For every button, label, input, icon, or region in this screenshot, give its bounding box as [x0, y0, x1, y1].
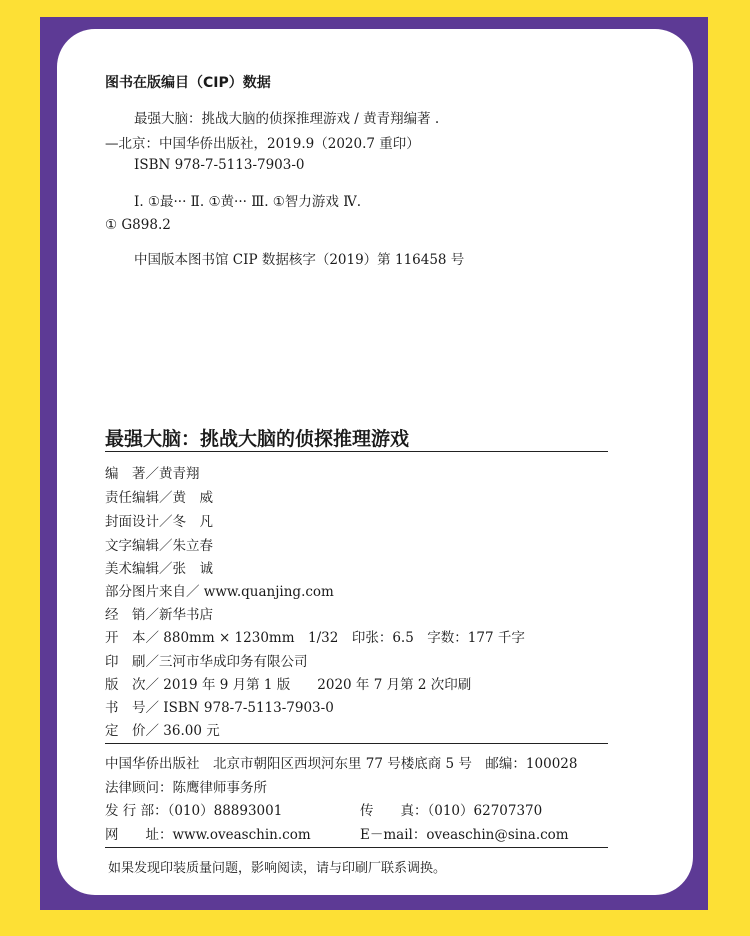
- divider-bottom: [105, 847, 608, 848]
- website-url: www.oveaschin.com: [172, 827, 311, 843]
- price-row: 定 价／ 36.00 元: [105, 723, 220, 739]
- divider-top: [105, 451, 608, 452]
- cip-isbn: ISBN 978-7-5113-7903-0: [134, 157, 305, 173]
- isbn-row: 书 号／ ISBN 978-7-5113-7903-0: [105, 700, 334, 716]
- distributor-row: 经 销／新华书店: [105, 607, 213, 623]
- website-row: [105, 823, 311, 843]
- art-editor-row: 美术编辑／张 诚: [105, 561, 213, 577]
- sales-row: [105, 799, 282, 819]
- images-row: 部分图片来自／ www.quanjing.com: [105, 584, 334, 600]
- format-row: 开 本／ 880mm × 1230mm 1/32 印张：6.5 字数：177 千字: [105, 630, 525, 646]
- author-row: 编 著／黄青翔: [105, 466, 200, 482]
- divider-middle: [105, 743, 608, 744]
- website-label: 网 址：: [105, 827, 173, 843]
- fax-phone: （010）62707370: [427, 803, 543, 819]
- legal-counsel: 法律顾问：陈鹰律师事务所: [105, 780, 267, 796]
- email-label: E－mail：: [360, 827, 427, 843]
- editor-row: 责任编辑／黄 威: [105, 490, 213, 506]
- printer-row: 印 刷／三河市华成印务有限公司: [105, 654, 308, 670]
- email-row: [360, 823, 569, 843]
- publisher-address: 中国华侨出版社 北京市朝阳区西坝河东里 77 号楼底商 5 号 邮编：100028: [105, 756, 578, 772]
- cover-row: 封面设计／冬 凡: [105, 514, 213, 530]
- cip-title-line: 最强大脑：挑战大脑的侦探推理游戏 / 黄青翔编著 .: [134, 111, 440, 127]
- fax-row: [360, 799, 542, 819]
- sales-label: 发 行 部：: [105, 803, 168, 819]
- cip-code: ① G898.2: [105, 217, 171, 233]
- cip-classes: Ⅰ. ①最··· Ⅱ. ①黄··· Ⅲ. ①智力游戏 Ⅳ.: [134, 194, 361, 210]
- fax-label: 传 真：: [360, 803, 428, 819]
- book-title: 最强大脑：挑战大脑的侦探推理游戏: [105, 428, 410, 450]
- cip-record: 中国版本图书馆 CIP 数据核字（2019）第 116458 号: [134, 252, 465, 268]
- cip-header: 图书在版编目（CIP）数据: [105, 75, 271, 91]
- email-address: oveaschin@sina.com: [426, 827, 569, 843]
- quality-notice: 如果发现印装质量问题，影响阅读，请与印刷厂联系调换。: [108, 861, 447, 876]
- text-editor-row: 文字编辑／朱立春: [105, 538, 213, 554]
- cip-publisher-line: —北京：中国华侨出版社，2019.9（2020.7 重印）: [105, 136, 420, 152]
- sales-phone: （010）88893001: [167, 803, 283, 819]
- edition-row: 版 次／ 2019 年 9 月第 1 版 2020 年 7 月第 2 次印刷: [105, 677, 472, 693]
